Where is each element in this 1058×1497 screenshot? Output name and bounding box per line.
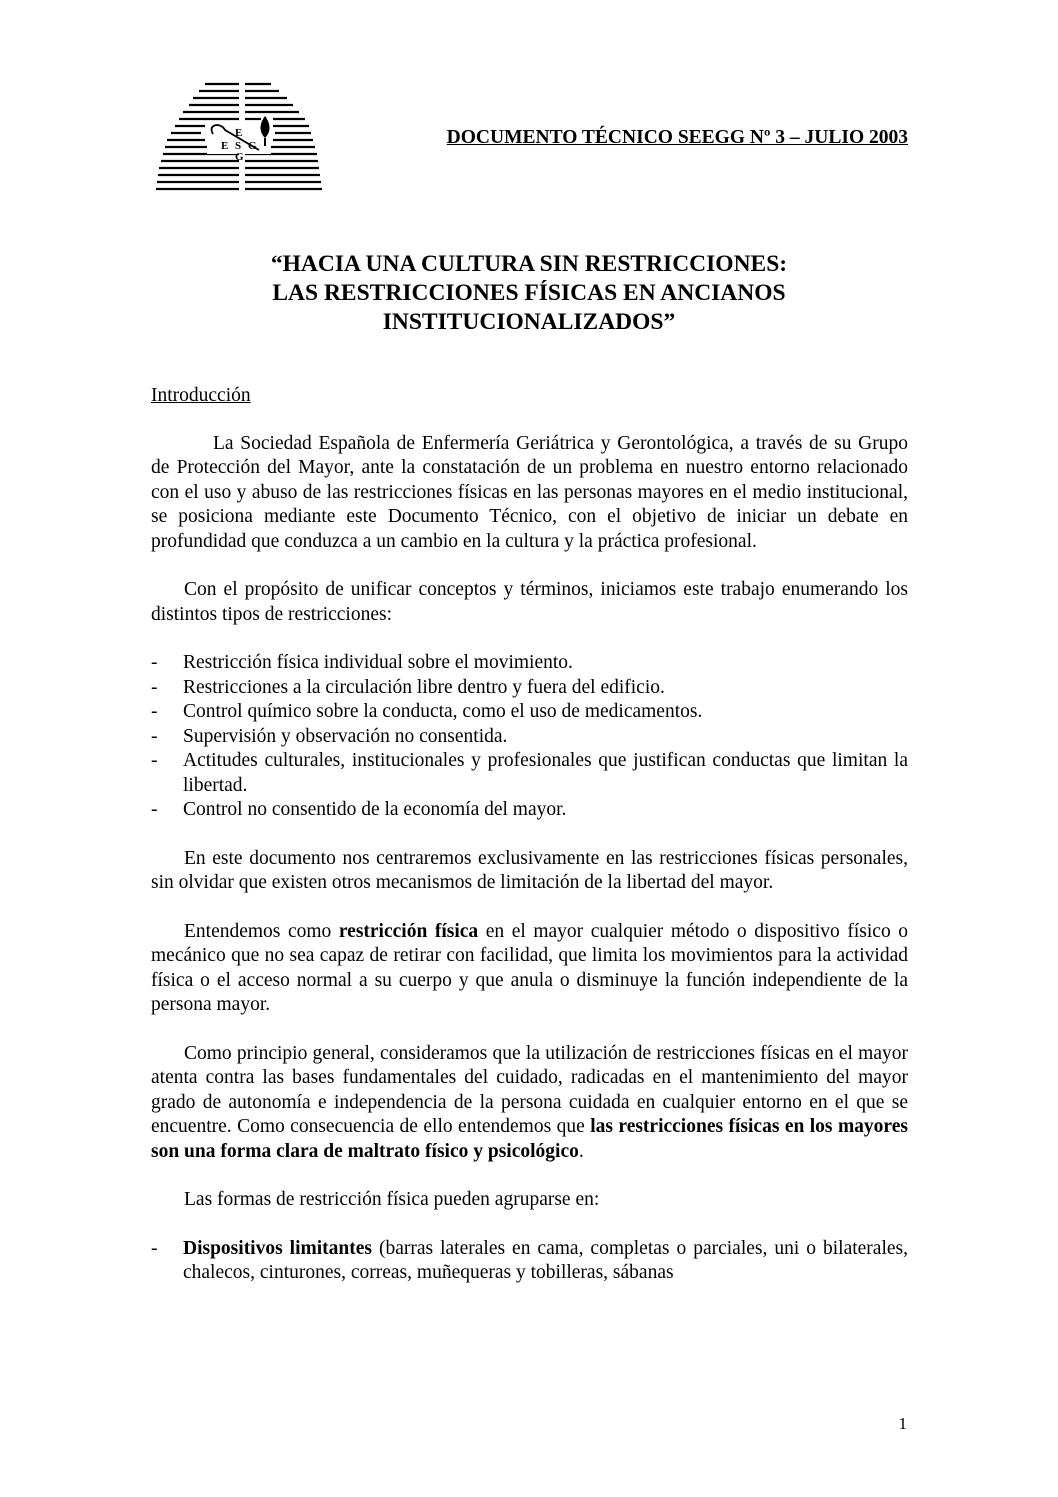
list-item bbox=[151, 798, 908, 823]
bold-term: Dispositivos limitantes bbox=[183, 1237, 372, 1259]
logo-letter: S bbox=[235, 140, 242, 152]
list-item-text: Control no consentido de la economía del mayor. bbox=[183, 799, 567, 820]
list-item bbox=[151, 1237, 908, 1286]
title-line: INSTITUCIONALIZADOS” bbox=[382, 309, 676, 335]
restriction-forms-list bbox=[151, 1237, 908, 1286]
list-item bbox=[151, 725, 908, 750]
list-dash: - bbox=[151, 652, 158, 673]
paragraph: En este documento nos centraremos exclusivamente en las restricciones físicas personales, sin olvidar que existen otros mecanismos de limitación de la libertad del mayor. bbox=[151, 847, 908, 893]
restriction-types-list bbox=[151, 651, 908, 823]
title-line: “HACIA UNA CULTURA SIN RESTRICCIONES: bbox=[270, 251, 788, 277]
list-item bbox=[151, 676, 908, 701]
paragraph bbox=[151, 1042, 908, 1165]
list-dash: - bbox=[151, 701, 158, 722]
list-item-text: Supervisión y observación no consentida. bbox=[183, 725, 508, 747]
paragraph-text: Como principio general, consideramos que la utilización de restricciones físicas en el mayor atenta contra las bases fundamentales del cuidado, radicadas en el mantenimiento del mayor grado de autonomía e independencia de la persona cuidada en cualquier entorno en el que se encuentre. Como consecuencia de ello entendemos que bbox=[151, 1042, 908, 1137]
paragraph: La Sociedad Española de Enfermería Geriátrica y Gerontológica, a través de su Grupo de Protección del Mayor, ante la constatación de un problema en nuestro entorno relacionado con el uso y abuso de las restricciones físicas en las personas mayores en el medio institucional, se posiciona mediante este Documento Técnico, con el objetivo de iniciar un debate en profundidad que conduzca a un cambio en la cultura y la práctica profesional. bbox=[151, 432, 908, 552]
list-item-text: Control químico sobre la conducta, como el uso de medicamentos. bbox=[183, 701, 703, 722]
document-body bbox=[151, 384, 908, 1310]
seegg-logo-mark bbox=[155, 80, 323, 196]
list-dash: - bbox=[151, 1237, 158, 1259]
bold-term: restricción física bbox=[338, 920, 479, 942]
list-item-text: Restricciones a la circulación libre dentro y fuera del edificio. bbox=[183, 676, 665, 698]
list-item-text: (barras laterales en cama, completas o parciales, uni o bilaterales, chalecos, cinturones, correas, muñequeras y tobilleras, sábanas bbox=[183, 1237, 908, 1283]
page-number: 1 bbox=[898, 1414, 907, 1433]
list-dash: - bbox=[151, 725, 158, 747]
seegg-logo bbox=[155, 80, 323, 196]
logo-letter: G bbox=[235, 151, 244, 163]
logo-letter: E bbox=[221, 140, 229, 152]
bold-statement: las restricciones físicas en los mayores son una forma clara de maltrato físico y psicológico bbox=[151, 1116, 908, 1162]
paragraph bbox=[151, 920, 908, 1018]
paragraph-text: . bbox=[578, 1140, 584, 1162]
list-item-text: Actitudes culturales, institucionales y profesionales que justifican conductas que limitan la libertad. bbox=[183, 750, 908, 796]
section-heading: Introducción bbox=[151, 385, 251, 406]
document-title bbox=[150, 250, 908, 337]
paragraph-text: Entendemos como bbox=[184, 920, 339, 942]
logo-letter: E bbox=[235, 127, 243, 139]
title-line: LAS RESTRICCIONES FÍSICAS EN ANCIANOS bbox=[272, 280, 786, 306]
paragraph-text: en el mayor cualquier método o dispositivo físico o mecánico que no sea capaz de retirar con facilidad, que limita los movimientos para la actividad física o el acceso normal a su cuerpo y que anula o disminuye la función independiente de la persona mayor. bbox=[151, 920, 909, 1015]
list-item bbox=[151, 749, 908, 798]
list-item bbox=[151, 651, 908, 676]
list-dash: - bbox=[151, 799, 158, 820]
list-item bbox=[151, 700, 908, 725]
list-dash: - bbox=[151, 676, 158, 698]
paragraph: Con el propósito de unificar conceptos y términos, iniciamos este trabajo enumerando los distintos tipos de restricciones: bbox=[151, 579, 908, 625]
paragraph: Las formas de restricción física pueden agruparse en: bbox=[184, 1189, 600, 1210]
list-item-text: Restricción física individual sobre el movimiento. bbox=[183, 652, 573, 673]
document-header: DOCUMENTO TÉCNICO SEEGG Nº 3 – JULIO 2003 bbox=[446, 127, 908, 148]
list-dash: - bbox=[151, 750, 158, 771]
logo-letter: G bbox=[248, 140, 257, 152]
